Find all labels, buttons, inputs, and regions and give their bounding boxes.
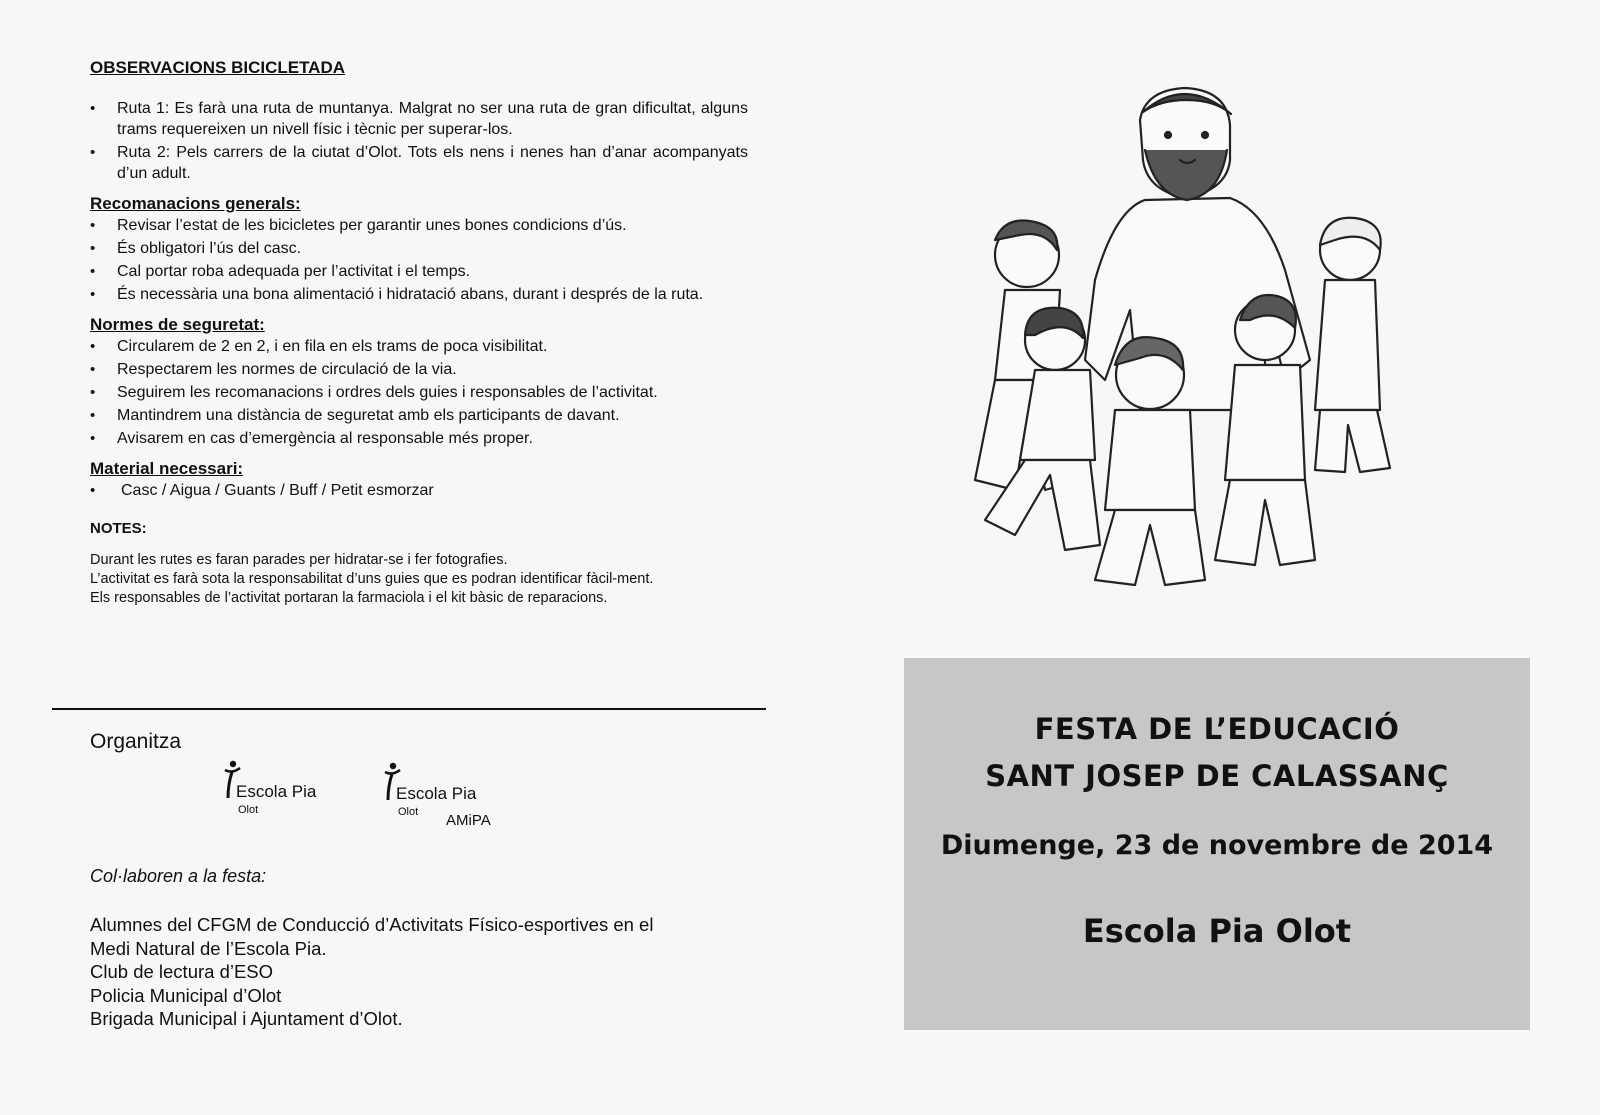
collab-line: Medi Natural de l’Escola Pia. [90,937,327,959]
cover-title-box [904,658,1530,1030]
list-item: • És obligatori l’ús del casc. [90,238,748,259]
divider [52,708,766,710]
list-item: • Seguirem les recomanacions i ordres dels guies i responsables de l’activitat. [90,382,748,403]
collaboren-title: Col·laboren a la festa: [90,866,267,886]
list-item: • Respectarem les normes de circulació de la via. [90,359,748,380]
logo-name: Escola Pia [236,782,317,801]
route-1: • Ruta 1: Es farà una ruta de muntanya. Malgrat no ser una ruta de gran dificultat, alguns trams requereixen un nivell físic i tècnic per superar-los. [90,98,748,140]
calassanc-children-illustration [965,80,1435,620]
cover-title-line-2: SANT JOSEP DE CALASSANÇ [985,759,1449,793]
school-name: Escola Pia Olot [1082,912,1352,950]
material-title: Material necessari: [90,459,244,478]
list-item: • Circularem de 2 en 2, i en fila en els trams de poca visibilitat. [90,336,748,357]
list-item: • Avisarem en cas d’emergència al responsable més proper. [90,428,748,449]
list-item: • És necessària una bona alimentació i hidratació abans, durant i després de la ruta. [90,284,748,305]
logo-sub: Olot [238,804,259,816]
list-item: • Mantindrem una distància de seguretat amb els participants de davant. [90,405,748,426]
collab-line: Club de lectura d’ESO [90,961,274,982]
amipa-label: AMiPA [446,812,491,829]
list-item: • Cal portar roba adequada per l’activitat i el temps. [90,261,748,282]
logo-sub: Olot [398,806,419,818]
normes-list [90,336,748,449]
notes-title: NOTES: [90,520,147,537]
material-list [90,480,748,501]
recomanacions-title: Recomanacions generals: [90,194,301,213]
collab-line: Brigada Municipal i Ajuntament d’Olot. [90,1008,403,1029]
collab-line: Alumnes del CFGM de Conducció d’Activitats Físico-esportives en el [90,914,654,935]
note-line: Durant les rutes es faran parades per hidratar-se i fer fotografies. [90,552,508,568]
event-date: Diumenge, 23 de novembre de 2014 [940,830,1494,861]
note-line: Els responsables de l’activitat portaran la farmaciola i el kit bàsic de reparacions. [90,590,608,606]
list-item: • Revisar l’estat de les bicicletes per garantir unes bones condicions d’ús. [90,215,748,236]
cover-title-line-1: FESTA DE L’EDUCACIÓ [1034,712,1400,746]
note-line: L’activitat es farà sota la responsabilitat d’uns guies que es podran identificar fàcil-ment. [90,571,654,587]
recomanacions-list [90,215,748,305]
observacions-title: OBSERVACIONS BICICLETADA [90,58,346,77]
left-column [90,58,748,608]
route-2: • Ruta 2: Pels carrers de la ciutat d’Olot. Tots els nens i nenes han d’anar acompanyats d’un adult. [90,142,748,184]
notes-block [90,551,748,608]
routes-list [90,98,748,184]
collab-line: Policia Municipal d’Olot [90,984,282,1006]
logo-name: Escola Pia [396,784,477,803]
normes-title: Normes de seguretat: [90,315,265,334]
organitza-label: Organitza [90,730,182,753]
collaboren-list [90,913,770,1031]
list-item: • Casc / Aigua / Guants / Buff / Petit esmorzar [90,480,748,501]
